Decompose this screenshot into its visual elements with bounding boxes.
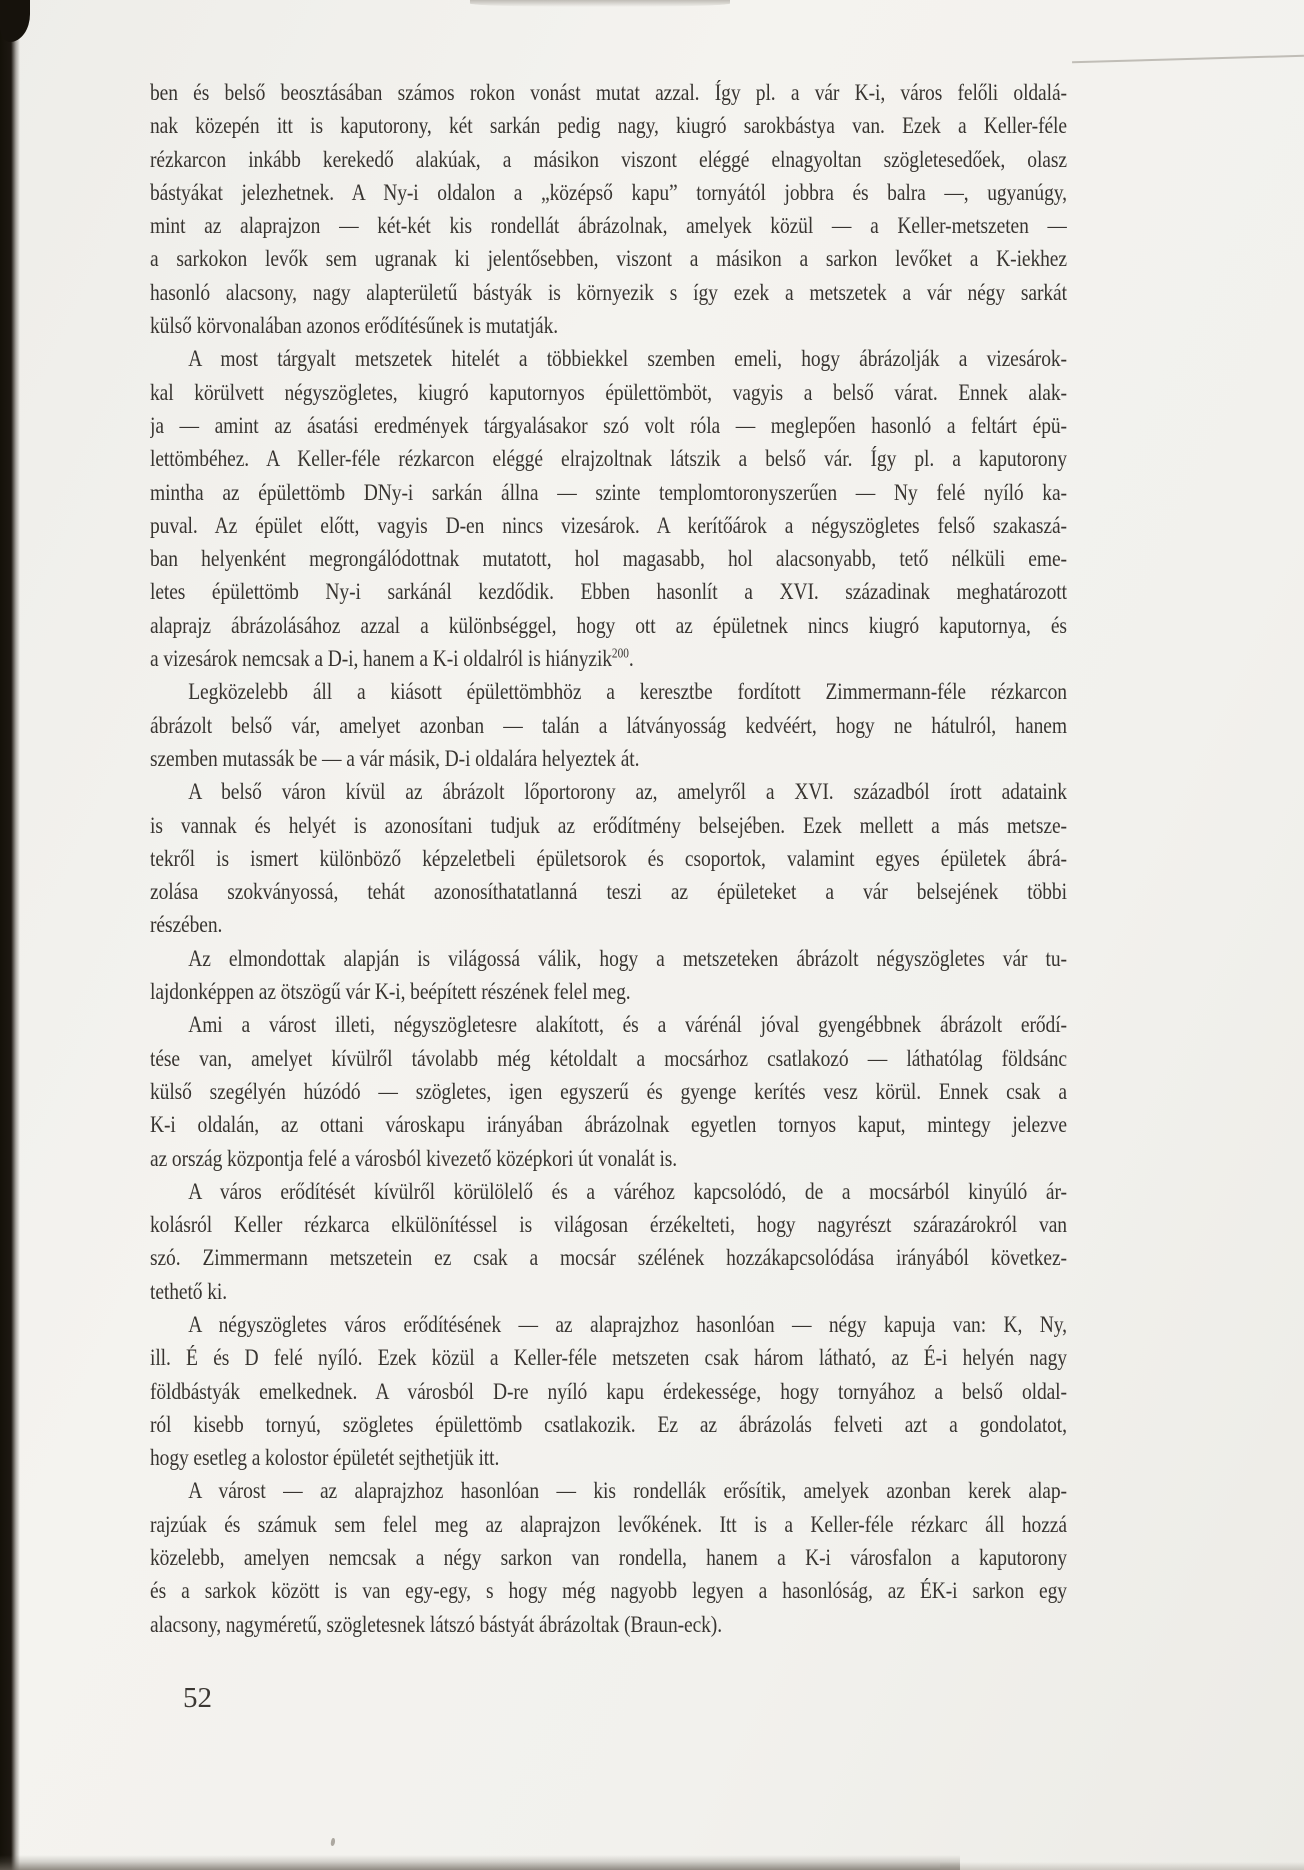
text-line: A várost — az alaprajzhoz hasonlóan — kis rondellák erősítik, amelyek azonban kerek alap- <box>188 1478 1067 1504</box>
text-line: kal körülvett négyszögletes, kiugró kaputornyos épülettömböt, vagyis a belső várat. Ennek alak- <box>150 379 1067 405</box>
text-line: letes épülettömb Ny-i sarkánál kezdődik. Ebben hasonlít a XVI. századinak meghatározott <box>150 579 1067 605</box>
scan-speck <box>330 1838 336 1847</box>
text-line: Ami a várost illeti, négyszögletesre alakított, és a várénál jóval gyengébbnek ábrázolt erődí- <box>188 1012 1067 1038</box>
text-line: Legközelebb áll a kiásott épülettömbhöz a keresztbe fordított Zimmermann-féle rézkarcon <box>188 679 1067 705</box>
scan-bottom-edge-shadow-right <box>940 1862 1304 1870</box>
text-line: mint az alaprajzon — két-két kis rondellát ábrázolnak, amelyek közül — a Keller-metszeten — <box>150 213 1067 239</box>
text-line: alacsony, nagyméretű, szögletesnek látszó bástyát ábrázoltak (Braun-eck). <box>150 1611 722 1637</box>
text-line: hogy esetleg a kolostor épületét sejthetjük itt. <box>150 1445 500 1471</box>
page-number: 52 <box>183 1682 212 1714</box>
text-line: tekről is ismert különböző képzeletbeli épületsorok és csoportok, valamint egyes épületek ábrá- <box>150 845 1067 871</box>
text-line: ban helyenként megrongálódottnak mutatott, hol magasabb, hol alacsonyabb, tető nélküli eme- <box>150 546 1067 572</box>
text-line: a sarkokon levők sem ugranak ki jelentősebben, viszont a másikon a sarkon levőket a K-iekhez <box>150 246 1067 272</box>
text-line: és a sarkok között is van egy-egy, s hogy még nagyobb legyen a hasonlóság, az ÉK-i sarkon egy <box>150 1578 1067 1604</box>
text-line: szó. Zimmermann metszetein ez csak a mocsár szélének hozzákapcsolódása irányából következ- <box>150 1245 1067 1271</box>
text-line: részében. <box>150 912 223 938</box>
text-line: rézkarcon inkább kerekedő alakúak, a másikon viszont eléggé elnagyoltan szögletesedőek, olasz <box>150 146 1067 172</box>
text-line: kolásról Keller rézkarca elkülönítéssel is világosan érzékelteti, hogy nagyrészt szárazárokról van <box>150 1212 1067 1238</box>
text-line: nak közepén itt is kaputorony, két sarkán pedig nagy, kiugró sarokbástya van. Ezek a Keller-féle <box>150 113 1067 139</box>
text-line: alaprajz ábrázolásához azzal a különbséggel, hogy ott az épületnek nincs kiugró kaputornya, és <box>150 612 1067 638</box>
scan-page-edge-line <box>1072 55 1304 63</box>
text-line-segment: a vizesárok nemcsak a D-i, hanem a K-i oldalról is hiányzik <box>150 646 612 672</box>
text-line: külső körvonalában azonos erődítésűnek is mutatják. <box>150 313 559 339</box>
text-line: lettömbéhez. A Keller-féle rézkarcon eléggé elrajzoltnak látszik a belső vár. Így pl. a kaputorony <box>150 446 1067 472</box>
text-line: hasonló alacsony, nagy alapterületű bástyák is környezik s így ezek a metszetek a vár négy sarkát <box>150 279 1067 305</box>
text-line: rajzúak és számuk sem felel meg az alaprajzon levőkének. Itt is a Keller-féle rézkarc áll hozzá <box>150 1511 1067 1537</box>
scan-bottom-edge-shadow <box>0 1855 960 1870</box>
text-line: szemben mutassák be — a vár másik, D-i oldalára helyeztek át. <box>150 745 640 771</box>
text-line: A most tárgyalt metszetek hitelét a többiekkel szemben emeli, hogy ábrázolják a vizesárok- <box>188 346 1067 372</box>
text-line: tethető ki. <box>150 1278 227 1304</box>
text-line: ill. É és D felé nyíló. Ezek közül a Keller-féle metszeten csak három látható, az É-i helyén nagy <box>150 1345 1067 1371</box>
scan-smudge <box>470 0 730 7</box>
text-line: lajdonképpen az ötszögű vár K-i, beépített részének felel meg. <box>150 979 631 1005</box>
text-line: tése van, amelyet kívülről távolabb még kétoldalt a mocsárhoz csatlakozó — láthatólag földsánc <box>150 1045 1067 1071</box>
text-line: bástyákat jelezhetnek. A Ny-i oldalon a „középső kapu” tornyától jobbra és balra —, ugyanúgy, <box>150 179 1067 205</box>
text-line: puval. Az épület előtt, vagyis D-en nincs vizesárok. A kerítőárok a négyszögletes felső szakaszá- <box>150 512 1067 538</box>
text-line: földbástyák emelkednek. A városból D-re nyíló kapu érdekessége, hogy tornyához a belső oldal- <box>150 1378 1067 1404</box>
text-line: ja — amint az ásatási eredmények tárgyalásakor szó volt róla — meglepően hasonló a feltárt épü- <box>150 412 1067 438</box>
scan-corner-shadow <box>0 0 30 42</box>
text-line: zolása szokványossá, tehát azonosíthatatlanná teszi az épületeket a vár belsejének többi <box>150 879 1067 905</box>
body-text <box>150 76 1067 1641</box>
text-line: külső szegélyén húzódó — szögletes, igen egyszerű és gyenge kerítés vesz körül. Ennek csak a <box>150 1078 1067 1104</box>
text-line: mintha az épülettömb DNy-i sarkán állna — szinte templomtoronyszerűen — Ny felé nyíló ka- <box>150 479 1067 505</box>
text-line: A belső váron kívül az ábrázolt lőportorony az, amelyről a XVI. századból írott adataink <box>188 779 1067 805</box>
text-line: K-i oldalán, az ottani városkapu irányában ábrázolnak egyetlen tornyos kaput, mintegy jelezve <box>150 1112 1067 1138</box>
text-line: az ország központja felé a városból kivezető középkori út vonalát is. <box>150 1145 678 1171</box>
scan-gutter-shadow <box>0 0 20 1870</box>
text-line: ábrázolt belső vár, amelyet azonban — talán a látványosság kedvéért, hogy ne hátulról, hanem <box>150 712 1067 738</box>
text-line <box>150 642 1067 675</box>
text-line: közelebb, amelyen nemcsak a négy sarkon van rondella, hanem a K-i városfalon a kaputorony <box>150 1545 1067 1571</box>
text-line: A négyszögletes város erődítésének — az alaprajzhoz hasonlóan — négy kapuja van: K, Ny, <box>188 1311 1067 1337</box>
text-line: is vannak és helyét is azonosítani tudjuk az erődítmény belsejében. Ezek mellett a más metsze- <box>150 812 1067 838</box>
text-line: ben és belső beosztásában számos rokon vonást mutat azzal. Így pl. a vár K-i, város felőli oldalá- <box>150 80 1067 105</box>
text-line: Az elmondottak alapján is világossá válik, hogy a metszeteken ábrázolt négyszögletes vár tu- <box>188 945 1067 971</box>
text-line: A város erődítését kívülről körülölelő és a váréhoz kapcsolódó, de a mocsárból kinyúló ár- <box>188 1178 1067 1204</box>
text-line: ról kisebb tornyú, szögletes épülettömb csatlakozik. Ez az ábrázolás felveti azt a gondolatot, <box>150 1411 1067 1437</box>
text-line-segment: . <box>628 646 634 672</box>
footnote-marker: 200 <box>611 645 629 661</box>
